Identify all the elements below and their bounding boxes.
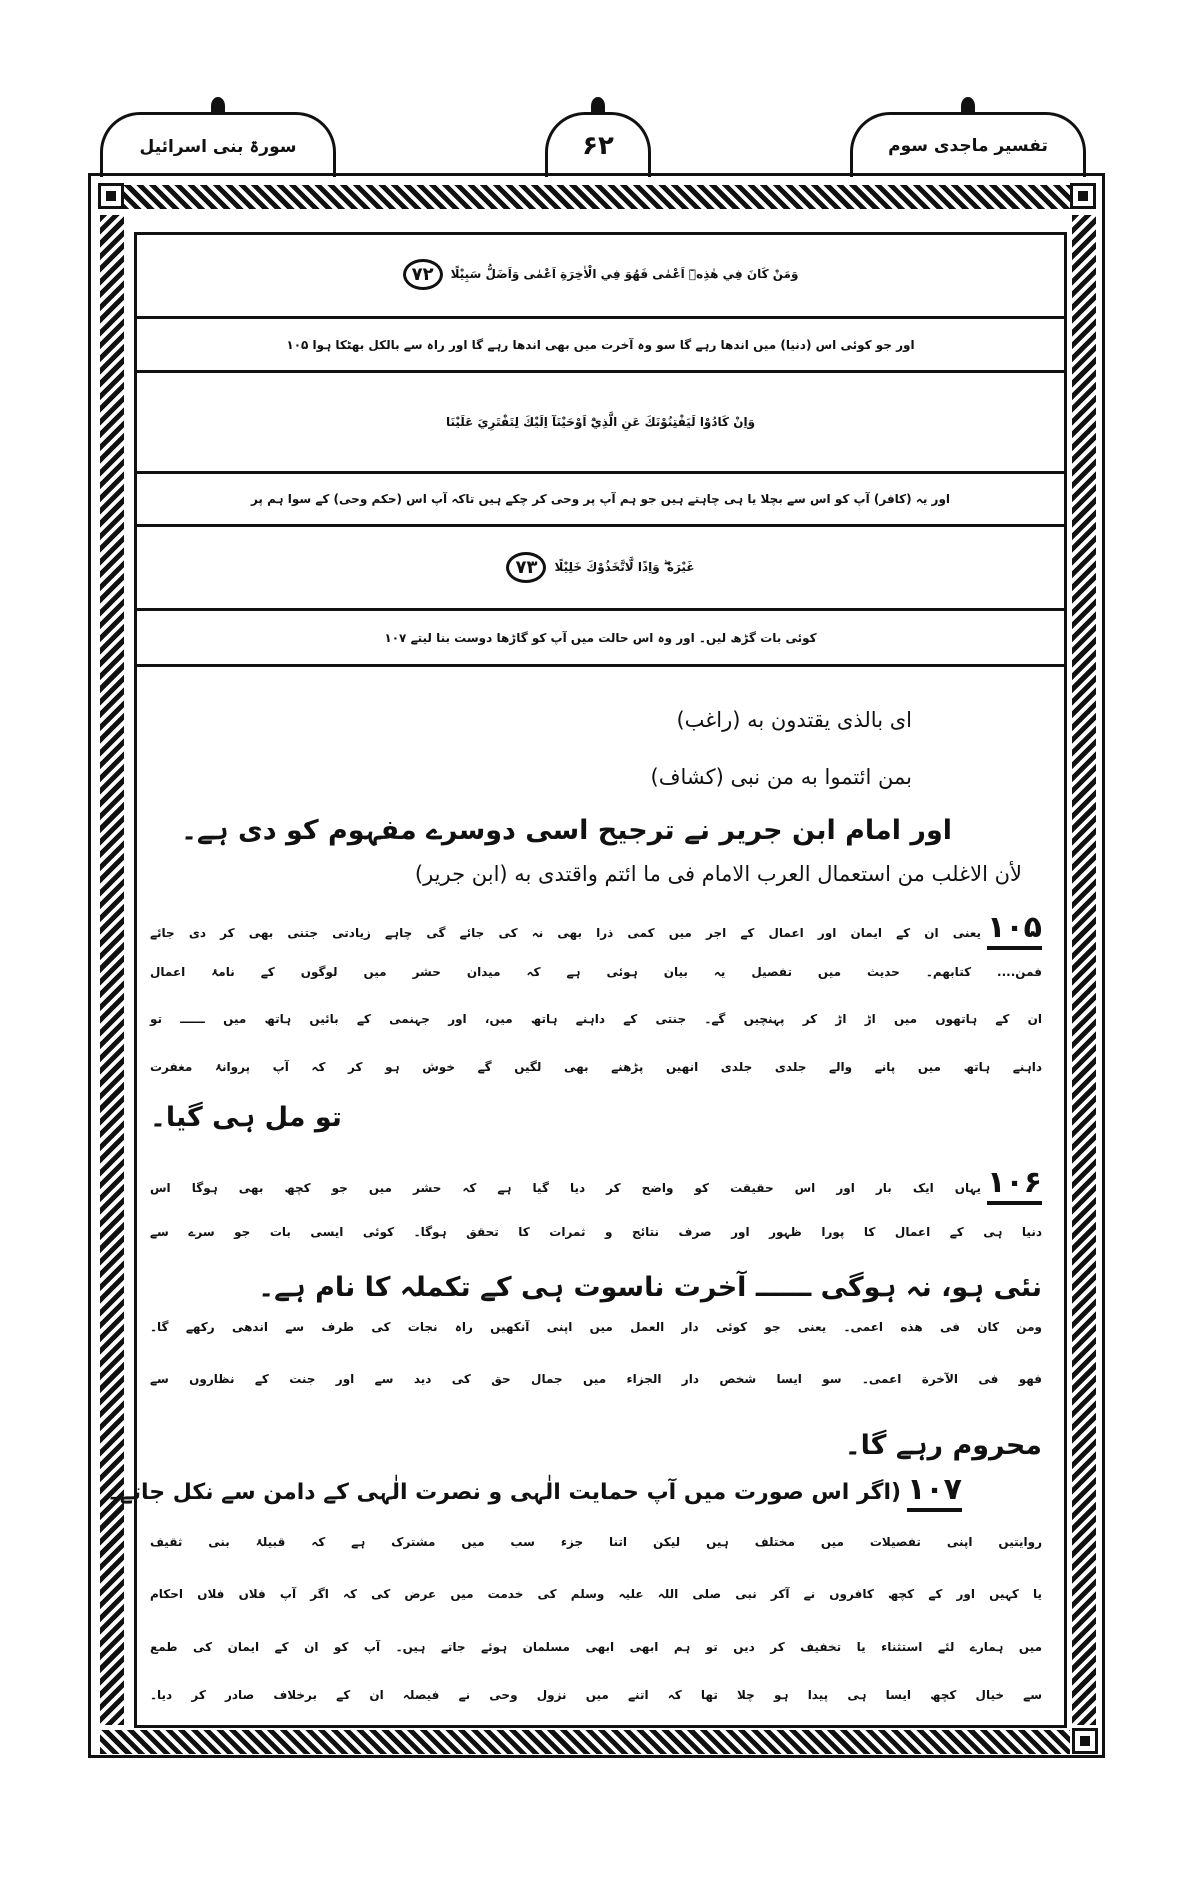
note-text: ان کے ہاتھوں میں اڑ اڑ کر پہنچیں گے۔ جنتی کے داہنے ہاتھ میں، اور جہنمی کے بائیں ہاتھ میں ــــــ تو: [150, 1012, 1042, 1026]
note-number: ۱۰۶: [987, 1165, 1042, 1205]
surah-title: سورۃ بنی اسرائیل: [139, 136, 297, 157]
note-line: [258, 1272, 1042, 1304]
note-text: اور امام ابن جریر نے ترجیح اسی دوسرے مفہوم کو دی ہے۔: [181, 815, 952, 846]
note-number: ۱۰۵: [987, 910, 1042, 950]
note-text: (اگر اس صورت میں آپ حمایت الٰہی و نصرت الٰہی کے دامن سے نکل جاتے۔: [106, 1480, 902, 1505]
note-text: سے خیال کچھ ایسا ہی پیدا ہو چلا تھا کہ اتنے میں نزول وحی نے فیصلہ ان کے برخلاف صادر کر دیا۔: [150, 1688, 1042, 1702]
note-line: [150, 1688, 1042, 1702]
page-number: ۶۲: [582, 131, 614, 161]
note-text: میں ہمارے لئے استثناء یا تخفیف کر دیں تو ہم ابھی ابھی مسلمان ہوئے جاتے ہیں۔ آپ کو ان کے ایمان کی طمع: [150, 1640, 1042, 1654]
note-text: فمن.... کتابهم۔ حدیث میں تفصیل یہ بیان ہوئی ہے کہ میدان حشر میں لوگوں کے نامۂ اعمال: [150, 965, 1042, 979]
note-text: یعنی ان کے ایمان اور اعمال کے اجر میں کمی ذرا بھی نہ کی جائے گی چاہے زیادتی جتنی بھی کر دی جائے: [150, 926, 982, 940]
translation-73-part2: [134, 608, 1067, 667]
braid-border-top: [122, 185, 1072, 209]
note-text: یا کہیں اور کے کچھ کافروں نے آکر نبی صلی اللہ علیہ وسلم کی خدمت میں عرض کی کہ اگر آپ فلاں فلاں احکام: [150, 1587, 1042, 1601]
note-text: نئی ہو، نہ ہوگی ــــــ آخرت ناسوت ہی کے تکملہ کا نام ہے۔: [258, 1272, 1042, 1303]
note-line: [150, 1535, 1042, 1549]
note-105: [150, 910, 1042, 950]
note-text: تو مل ہی گیا۔: [150, 1102, 342, 1133]
page-number-cartouche: [545, 112, 651, 177]
note-text: فهو فی الآخرة اعمى۔ سو ایسا شخص دار الجزاء میں جمال حق کی دید سے اور جنت کے نظاروں سے: [150, 1372, 1042, 1386]
verse-text: وَاِنْ كَادُوْا لَيَفْتِنُوْنَكَ عَنِ الَّذِيْٓ اَوْحَيْنَآ اِلَيْكَ لِتَفْتَرِيَ عَلَيْنَا: [445, 415, 756, 429]
corner-ornament: [1072, 1728, 1098, 1754]
note-107: [107, 1472, 962, 1512]
note-line: [150, 1640, 1042, 1654]
note-text: روایتیں اپنی تفصیلات میں مختلف ہیں لیکن اتنا جزء سب میں مشترک ہے کہ قبیلۂ بنی ثقیف: [150, 1535, 1042, 1549]
note-line: [150, 965, 1042, 979]
surah-title-cartouche: [100, 112, 336, 177]
note-text: یہاں ایک بار اور اس حقیقت کو واضح کر دیا گیا ہے کہ حشر میں جو کچھ بھی ہوگا اس: [150, 1181, 982, 1195]
translation-text: اور جو کوئی اس (دنیا) میں اندھا رہے گا سو وہ آخرت میں بھی اندھا رہے گا اور راہ سے بالکل بھٹکا ہوا ۱۰۵: [286, 337, 915, 352]
book-title-cartouche: [850, 112, 1086, 177]
note-line: [415, 862, 1022, 887]
translation-73-part1: [134, 471, 1067, 524]
translation-72: [134, 316, 1067, 370]
note-text: دنیا ہی کے اعمال کا پورا ظہور اور صرف نتائج و ثمرات کا تحقق ہوگا۔ کوئی ایسی بات جو سرے سے: [150, 1225, 1042, 1239]
verse-text: وَمَنْ كَانَ فِي هٰذِهٖٓ اَعْمٰى فَهُوَ فِي الْاٰخِرَةِ اَعْمٰى وَاَضَلُّ سَبِيْلًا: [450, 267, 799, 281]
corner-ornament: [98, 183, 124, 209]
note-line: [181, 815, 952, 847]
note-line: [150, 1060, 1042, 1074]
note-line: [150, 1012, 1042, 1026]
note-number: ۱۰۷: [907, 1472, 962, 1512]
note-text: محروم رہے گا۔: [844, 1430, 1042, 1461]
note-106: [150, 1165, 1042, 1205]
note-text: داہنے ہاتھ میں پانے والے جلدی جلدی انھیں پڑھنے بھی لگیں گے خوش ہو کر کہ آپ پروانۂ مغفرت: [150, 1060, 1042, 1074]
verse-73-part1: [134, 370, 1067, 471]
translation-text: کوئی بات گڑھ لیں۔ اور وہ اس حالت میں آپ کو گاڑھا دوست بنا لیتے ۱۰۷: [384, 630, 817, 645]
note-text: بمن ائتموا به من نبی (کشاف): [650, 765, 912, 789]
book-title: تفسیر ماجدی سوم: [888, 136, 1048, 156]
braid-border-bottom: [100, 1730, 1070, 1754]
note-line: [150, 1225, 1042, 1239]
note-text: ای بالذی یقتدون به (راغب): [676, 708, 912, 732]
braid-border-right: [1072, 215, 1096, 1725]
note-line: [845, 1430, 1042, 1462]
note-text: ومن کان فی هذه اعمى۔ یعنی جو کوئی دار العمل میں اپنی آنکھیں راہ نجات کی طرف سے اندھی رکھے گا۔: [150, 1320, 1042, 1334]
note-line: [651, 765, 913, 790]
corner-ornament: [1070, 183, 1096, 209]
ayah-number: ۷۲: [403, 259, 443, 290]
verse-73-part2: [134, 524, 1067, 608]
note-line: [676, 708, 912, 733]
note-line: [150, 1372, 1042, 1386]
note-text: لأن الاغلب من استعمال العرب الامام فی ما ائتم واقتدی به (ابن جریر): [414, 862, 1022, 886]
ayah-number: ۷۳: [506, 552, 546, 583]
note-line: [150, 1587, 1042, 1601]
note-line: [150, 1102, 342, 1134]
note-line: [150, 1320, 1042, 1334]
verse-text: غَيْرَهٗ ۖ وَاِذًا لَّاتَّخَذُوْكَ خَلِيْلًا: [554, 560, 695, 574]
translation-text: اور یہ (کافر) آپ کو اس سے بچلا یا ہی چاہتے ہیں جو ہم آپ پر وحی کر چکے ہیں تاکہ آپ اس (حکم وحی) کے سوا ہم پر: [250, 492, 951, 506]
verse-72: [134, 232, 1067, 316]
